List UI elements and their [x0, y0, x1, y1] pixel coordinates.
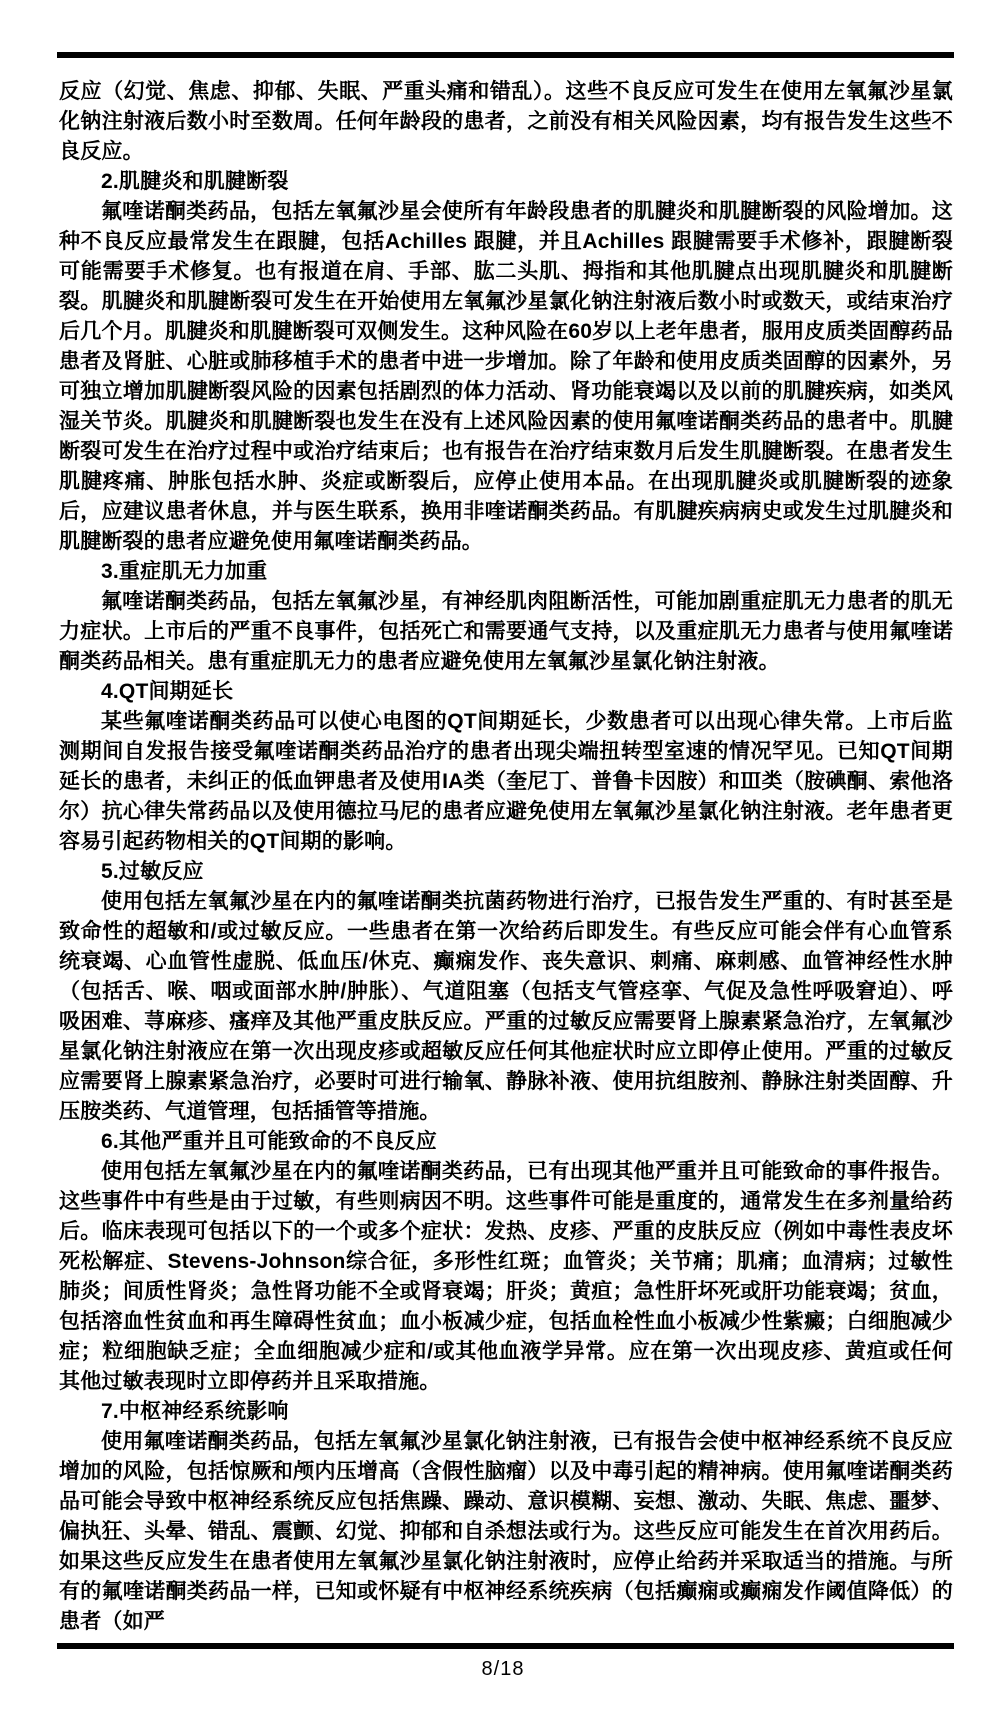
section-heading: 6.其他严重并且可能致命的不良反应	[101, 1130, 437, 1153]
section-heading: 2.肌腱炎和肌腱断裂	[101, 170, 289, 193]
section-heading: 7.中枢神经系统影响	[101, 1400, 289, 1423]
section-heading: 5.过敏反应	[101, 860, 204, 883]
body-paragraph: 反应（幻觉、焦虑、抑郁、失眠、严重头痛和错乱）。这些不良反应可发生在使用左氧氟沙星氯化钠注射液后数小时至数周。任何年龄段的患者，之前没有相关风险因素，均有报告发生这些不良反应。	[59, 80, 953, 163]
top-rule	[57, 52, 954, 58]
body-paragraph: 使用包括左氧氟沙星在内的氟喹诺酮类抗菌药物进行治疗，已报告发生严重的、有时甚至是致命性的超敏和/或过敏反应。一些患者在第一次给药后即发生。有些反应可能会伴有心血管系统衰竭、心血管性虚脱、低血压/休克、癫痫发作、丧失意识、刺痛、麻刺感、血管神经性水肿（包括舌、喉、咽或面部水肿/肿胀）、气道阻塞（包括支气管痉挛、气促及急性呼吸窘迫）、呼吸困难、荨麻疹、瘙痒及其他严重皮肤反应。严重的过敏反应需要肾上腺素紧急治疗，左氧氟沙星氯化钠注射液应在第一次出现皮疹或超敏反应任何其他症状时应立即停止使用。严重的过敏反应需要肾上腺素紧急治疗，必要时可进行输氧、静脉补液、使用抗组胺剂、静脉注射类固醇、升压胺类药、气道管理，包括插管等措施。	[59, 890, 953, 1123]
page-number: 8/18	[481, 1658, 525, 1680]
body-paragraph: 氟喹诺酮类药品，包括左氧氟沙星会使所有年龄段患者的肌腱炎和肌腱断裂的风险增加。这种不良反应最常发生在跟腱，包括Achilles 跟腱，并且Achilles 跟腱需要手术修补，跟腱断裂可能需要手术修复。也有报道在肩、手部、肱二头肌、拇指和其他肌腱点出现肌腱炎和肌腱断裂。肌腱炎和肌腱断裂可发生在开始使用左氧氟沙星氯化钠注射液后数小时或数天，或结束治疗后几个月。肌腱炎和肌腱断裂可双侧发生。这种风险在60岁以上老年患者，服用皮质类固醇药品患者及肾脏、心脏或肺移植手术的患者中进一步增加。除了年龄和使用皮质类固醇的因素外，另可独立增加肌腱断裂风险的因素包括剧烈的体力活动、肾功能衰竭以及以前的肌腱疾病，如类风湿关节炎。肌腱炎和肌腱断裂也发生在没有上述风险因素的使用氟喹诺酮类药品的患者中。肌腱断裂可发生在治疗过程中或治疗结束后；也有报告在治疗结束数月后发生肌腱断裂。在患者发生肌腱疼痛、肿胀包括水肿、炎症或断裂后，应停止使用本品。在出现肌腱炎或肌腱断裂的迹象后，应建议患者休息，并与医生联系，换用非喹诺酮类药品。有肌腱疾病病史或发生过肌腱炎和肌腱断裂的患者应避免使用氟喹诺酮类药品。	[59, 200, 953, 553]
bottom-rule	[57, 1643, 954, 1649]
section-heading: 3.重症肌无力加重	[101, 560, 268, 583]
body-paragraph: 某些氟喹诺酮类药品可以使心电图的QT间期延长，少数患者可以出现心律失常。上市后监测期间自发报告接受氟喹诺酮类药品治疗的患者出现尖端扭转型室速的情况罕见。已知QT间期延长的患者，未纠正的低血钾患者及使用IA类（奎尼丁、普鲁卡因胺）和Ⅲ类（胺碘酮、索他洛尔）抗心律失常药品以及使用德拉马尼的患者应避免使用左氧氟沙星氯化钠注射液。老年患者更容易引起药物相关的QT间期的影响。	[59, 710, 953, 853]
body-paragraph: 使用包括左氧氟沙星在内的氟喹诺酮类药品，已有出现其他严重并且可能致命的事件报告。这些事件中有些是由于过敏，有些则病因不明。这些事件可能是重度的，通常发生在多剂量给药后。临床表现可包括以下的一个或多个症状：发热、皮疹、严重的皮肤反应（例如中毒性表皮坏死松解症、Stevens-Johnson综合征，多形性红斑；血管炎；关节痛；肌痛；血清病；过敏性肺炎；间质性肾炎；急性肾功能不全或肾衰竭；肝炎；黄疸；急性肝坏死或肝功能衰竭；贫血，包括溶血性贫血和再生障碍性贫血；血小板减少症，包括血栓性血小板减少性紫癜；白细胞减少症；粒细胞缺乏症；全血细胞减少症和/或其他血液学异常。应在第一次出现皮疹、黄疸或任何其他过敏表现时立即停药并且采取措施。	[59, 1160, 953, 1393]
body-paragraph: 使用氟喹诺酮类药品，包括左氧氟沙星氯化钠注射液，已有报告会使中枢神经系统不良反应增加的风险，包括惊厥和颅内压增高（含假性脑瘤）以及中毒引起的精神病。使用氟喹诺酮类药品可能会导致中枢神经系统反应包括焦躁、躁动、意识模糊、妄想、激动、失眠、焦虑、噩梦、偏执狂、头晕、错乱、震颤、幻觉、抑郁和自杀想法或行为。这些反应可能发生在首次用药后。如果这些反应发生在患者使用左氧氟沙星氯化钠注射液时，应停止给药并采取适当的措施。与所有的氟喹诺酮类药品一样，已知或怀疑有中枢神经系统疾病（包括癫痫或癫痫发作阈值降低）的患者（如严	[59, 1430, 953, 1633]
document-body	[59, 77, 953, 1637]
body-paragraph: 氟喹诺酮类药品，包括左氧氟沙星，有神经肌肉阻断活性，可能加剧重症肌无力患者的肌无力症状。上市后的严重不良事件，包括死亡和需要通气支持，以及重症肌无力患者与使用氟喹诺酮类药品相关。患有重症肌无力的患者应避免使用左氧氟沙星氯化钠注射液。	[59, 590, 953, 673]
section-heading: 4.QT间期延长	[101, 680, 234, 703]
